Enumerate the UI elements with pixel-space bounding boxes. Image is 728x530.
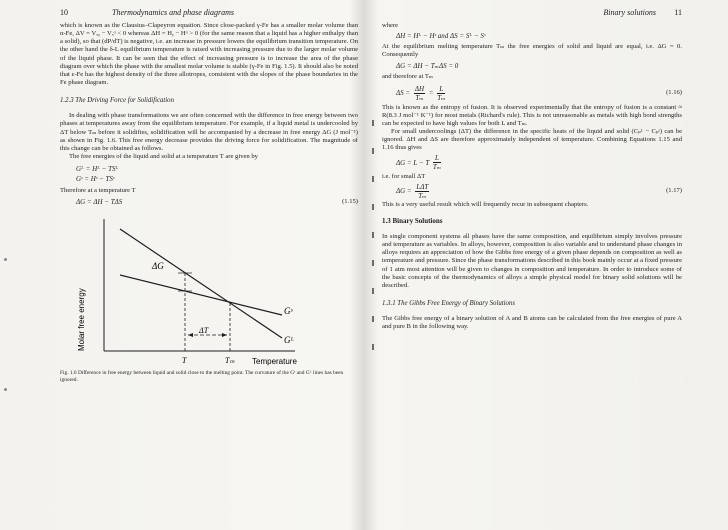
- left-paragraph-1: which is known as the Clausius–Clapeyron equation. Since close-packed γ-Fe has a smaller molar volume than α-Fe, ΔV = Vₓᵧ − Vₓᵅ < 0 whereas ΔH = Hᵧ − Hᵅ > 0 (for the same reason that a liquid has a higher enthalpy than a solid), so that (dP/dT) is negative, i.e. an increase in pressure lowers the equilibrium transition temperature. On the other hand the δ-L equilibrium temperature is raised with increasing pressure due to the larger molar volume of the liquid phase. It can be seen that the effect of increasing pressure is to increase the area of the phase diagram over which the phase with the smallest molar volume is stable (γ-Fe in Fig. 1.5). It should also be noted that ε-Fe has the highest density of the three allotropes, consistent with the slopes of the phase boundaries in the Fe phase diagram.: [60, 22, 358, 87]
- y-axis-label: Molar free energy: [77, 288, 86, 352]
- delta-g-label: ΔG: [152, 261, 164, 272]
- x-axis-label: Temperature: [252, 357, 297, 367]
- gs-label: Gˢ: [284, 306, 293, 317]
- solid-free-energy-line: [120, 275, 282, 315]
- binding-holes: [372, 120, 375, 420]
- equation-1-16: [382, 82, 682, 104]
- right-page: [382, 6, 682, 526]
- eq-ds-num-2: L: [437, 85, 445, 94]
- right-paragraph-7: The Gibbs free energy of a binary solution of A and B atoms can be calculated from the free energies of pure A and pure B in the following way.: [382, 314, 682, 331]
- right-running-head: [382, 6, 682, 22]
- right-paragraph-1: At the equilibrium melting temperature Tₘ the free energies of solid and liquid are equal, i.e. ΔG = 0. Consequently: [382, 43, 682, 59]
- equation-gl: Gᴸ = Hᴸ − TSᴸ: [76, 165, 119, 174]
- eq-g2-lhs: ΔG =: [396, 186, 412, 195]
- eq-g1-lhs: ΔG = L − T: [396, 158, 430, 167]
- where-text: where: [382, 22, 399, 29]
- binding-hole: [372, 120, 374, 126]
- right-paragraph-5: This is a very useful result which will frequently recur in subsequent chapters.: [382, 200, 589, 208]
- binding-hole: [372, 344, 374, 350]
- binding-hole: [372, 260, 374, 266]
- eq-ds-den-2: Tₘ: [437, 93, 446, 102]
- figure-1-6: [60, 211, 320, 369]
- right-paragraph-6: In single component systems all phases have the same composition, and equilibrium simply involves pressure and temperature as variables. In alloys, however, composition is also variable and to understand phase changes in alloys requires an appreciation of how the Gibbs free energy of a given phase depends on composition as well as temperature and pressure. Since the phase transformations described in this book mainly occur at a fixed pressure of 1 atm most attention will be given to changes in composition and temperature. In order to introduce some of the basic concepts of the thermodynamics of alloys a simple physical model for binary solid solutions will be described.: [382, 232, 682, 289]
- eq-ds-frac-1: [414, 85, 425, 102]
- left-paragraph-2: In dealing with phase transformations we are often concerned with the difference in free energy between two phases at temperatures away from the equilibrium temperature. For example, if a liquid metal is undercooled by ΔT below Tₘ before it solidifies, solidification will be accompanied by a decrease in free energy ΔG (J mol⁻¹) as shown in Fig. 1.6. This free energy decrease provides the driving force for solidification. The magnitude of this change can be obtained as follows.: [60, 112, 358, 152]
- right-paragraph-2: and therefore at Tₘ: [382, 73, 433, 81]
- tick-label-tm: Tₘ: [225, 356, 235, 366]
- equation-1-15: [60, 197, 358, 207]
- eq-ds-frac-2: [437, 85, 445, 102]
- margin-mark: [4, 258, 7, 261]
- left-paragraph-3: The free energies of the liquid and solid at a temperature T are given by: [69, 153, 258, 161]
- eq-g1-num: L: [433, 154, 441, 163]
- eq-ds-den-1: Tₘ: [415, 93, 424, 102]
- right-page-number: 11: [674, 8, 682, 17]
- left-paragraph-4: Therefore at a temperature T: [60, 187, 136, 195]
- dt-arrow-right: [222, 333, 227, 337]
- binding-hole: [372, 316, 374, 322]
- tick-label-t: T: [182, 356, 187, 366]
- eq-ds-equals: =: [428, 88, 434, 97]
- equation-dg-zero: ΔG = ΔH − TₘΔS = 0: [396, 62, 459, 71]
- right-paragraph-3: This is known as the entropy of fusion. It is observed experimentally that the entropy of fusion is a constant ≈ R(8.3 J mol⁻¹ K⁻¹) for most metals (Richard's rule). This is not unreasonable as metals with high bond strengths can be expected to have high values for both L and Tₘ.: [382, 103, 682, 127]
- equation-1-17: [382, 181, 682, 201]
- left-page-number: 10: [60, 8, 68, 17]
- equation-dg-approx: [382, 153, 682, 173]
- right-paragraph-4: For small undercoolings (ΔT) the difference in the specific heats of the liquid and solid (Cₚᴸ − Cₚˢ) can be ignored. ΔH and ΔS are therefore approximately independent of temperature. Combining Equations 1.15 and 1.16 thus gives: [382, 128, 682, 152]
- section-heading-1-3: 1.3 Binary Solutions: [382, 216, 443, 225]
- binding-hole: [372, 148, 374, 154]
- equation-number-1-15: (1.15): [342, 198, 358, 206]
- eq-g2-num: LΔT: [416, 182, 429, 191]
- binding-hole: [372, 288, 374, 294]
- eq-g2-den: Tₘ: [418, 191, 427, 200]
- eq-g1-frac: [433, 154, 441, 171]
- delta-t-label: ΔT: [199, 326, 209, 336]
- free-energy-plot: [60, 211, 320, 369]
- equation-dg-text: ΔG = ΔH − TΔS: [76, 198, 123, 207]
- subsection-heading-1-3-1: 1.3.1 The Gibbs Free Energy of Binary Solutions: [382, 299, 515, 307]
- binding-hole: [372, 204, 374, 210]
- left-page: [60, 6, 358, 526]
- figure-caption: Fig. 1.6 Difference in free energy between liquid and solid close to the melting point. The curvature of the Gˢ and Gᴸ lines has been ignored.: [60, 370, 344, 383]
- binding-hole: [372, 232, 374, 238]
- left-running-head: [60, 6, 358, 22]
- eq-ds-lhs: ΔS =: [396, 88, 411, 97]
- equation-gs: Gˢ = Hˢ − TSˢ: [76, 175, 115, 184]
- binding-hole: [372, 176, 374, 182]
- left-running-title: Thermodynamics and phase diagrams: [112, 8, 234, 17]
- equation-number-1-17: (1.17): [666, 186, 682, 194]
- liquid-free-energy-line: [120, 229, 282, 338]
- eq-g1-den: Tₘ: [432, 163, 442, 172]
- right-running-title: Binary solutions: [603, 8, 656, 17]
- subsection-heading-1-2-3: 1.2.3 The Driving Force for Solidification: [60, 97, 174, 105]
- equation-dh-ds-definitions: ΔH = Hᴸ − Hˢ and ΔS = Sᴸ − Sˢ: [396, 32, 486, 41]
- gl-label: Gᴸ: [284, 335, 295, 346]
- equation-number-1-16: (1.16): [666, 88, 682, 96]
- margin-mark: [4, 388, 7, 391]
- dt-arrow-left: [188, 333, 193, 337]
- eq-ds-num-1: ΔH: [414, 84, 425, 93]
- eq-g2-frac: [415, 183, 429, 200]
- ie-small-dt-text: i.e. for small ΔT: [382, 172, 426, 180]
